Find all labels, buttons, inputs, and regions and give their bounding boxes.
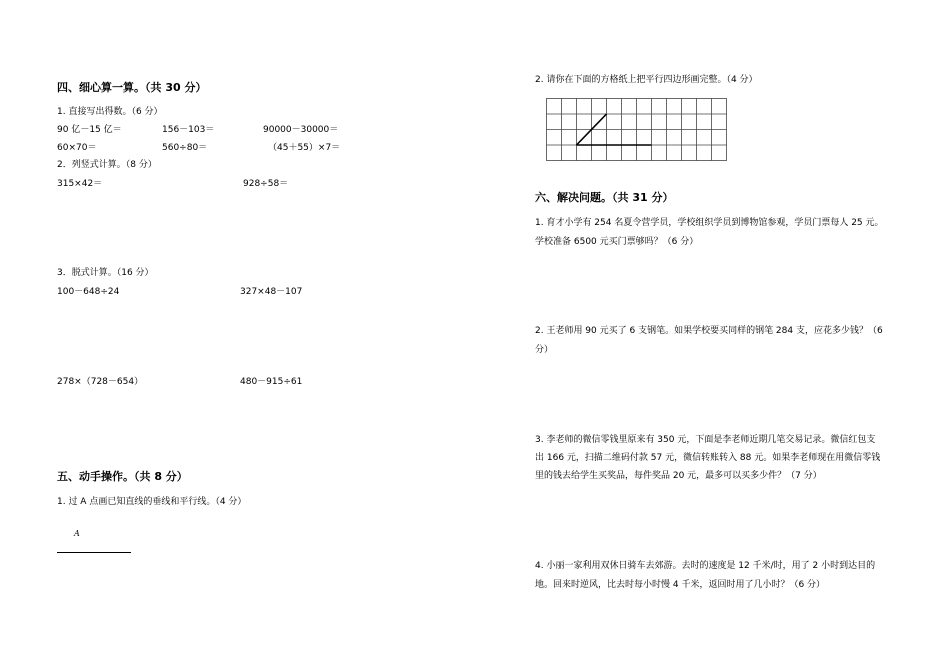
s6-p2: 2. 王老师用 90 元买了 6 支钢笔。如果学校要买同样的钢笔 284 支，应花多少钱？（6	[535, 326, 883, 336]
section5-title: 五、动手操作。（共 8 分）	[57, 470, 188, 483]
section6-title: 六、解决问题。（共 31 分）	[535, 191, 674, 204]
s4-q1-item: 90000－30000＝	[263, 125, 339, 135]
grid-paper[interactable]	[546, 98, 728, 162]
s4-q3-item: 100－648÷24	[57, 287, 120, 297]
s4-q1-item: 90 亿－15 亿＝	[57, 125, 122, 135]
s6-p3: 里的钱去给学生买奖品，每件奖品 20 元，最多可以买多少件？（7 分）	[535, 471, 822, 481]
s6-p4: 4. 小丽一家利用双休日骑车去郊游。去时的速度是 12 千米/时，用了 2 小时到达目的	[535, 561, 876, 571]
s4-q2-item: 928÷58＝	[243, 179, 289, 189]
s4-q3-item: 327×48－107	[240, 287, 303, 297]
s6-p3: 3. 李老师的微信零钱里原来有 350 元，下面是李老师近期几笔交易记录。微信红包支	[535, 435, 876, 445]
s6-p1: 学校准备 6500 元买门票够吗？（6 分）	[535, 237, 699, 247]
s5-q2-title: 2. 请你在下面的方格纸上把平行四边形画完整。（4 分）	[535, 75, 758, 85]
s6-p4: 地。回来时逆风，比去时每小时慢 4 千米，返回时用了几小时？（6 分）	[535, 580, 826, 590]
s4-q3-item: 480－915÷61	[240, 377, 303, 387]
s4-q1-item: （45＋55）×7＝	[268, 143, 341, 153]
s5-q1-title: 1. 过 A 点画已知直线的垂线和平行线。（4 分）	[57, 497, 247, 507]
s4-q3-item: 278×（728－654）	[57, 377, 144, 387]
s4-q1-title: 1. 直接写出得数。（6 分）	[57, 107, 163, 117]
s4-q1-item: 156－103＝	[162, 125, 215, 135]
section4-title: 四、细心算一算。（共 30 分）	[57, 81, 207, 94]
s4-q1-item: 60×70＝	[57, 143, 97, 153]
point-a-label: A	[74, 529, 80, 538]
s6-p3: 出 166 元，扫描二维码付款 57 元，微信转账转入 88 元。如果李老师现在用微信零钱	[535, 453, 881, 463]
given-line	[57, 552, 131, 553]
s6-p2: 分）	[535, 345, 554, 355]
s4-q3-title: 3．脱式计算。（16 分）	[57, 268, 154, 278]
s4-q1-item: 560÷80＝	[162, 143, 208, 153]
s6-p1: 1. 育才小学有 254 名夏令营学员，学校组织学员到博物馆参观，学员门票每人 25 元。	[535, 218, 884, 228]
s4-q2-title: 2．列竖式计算。（8 分）	[57, 160, 157, 170]
s4-q2-item: 315×42＝	[57, 179, 103, 189]
